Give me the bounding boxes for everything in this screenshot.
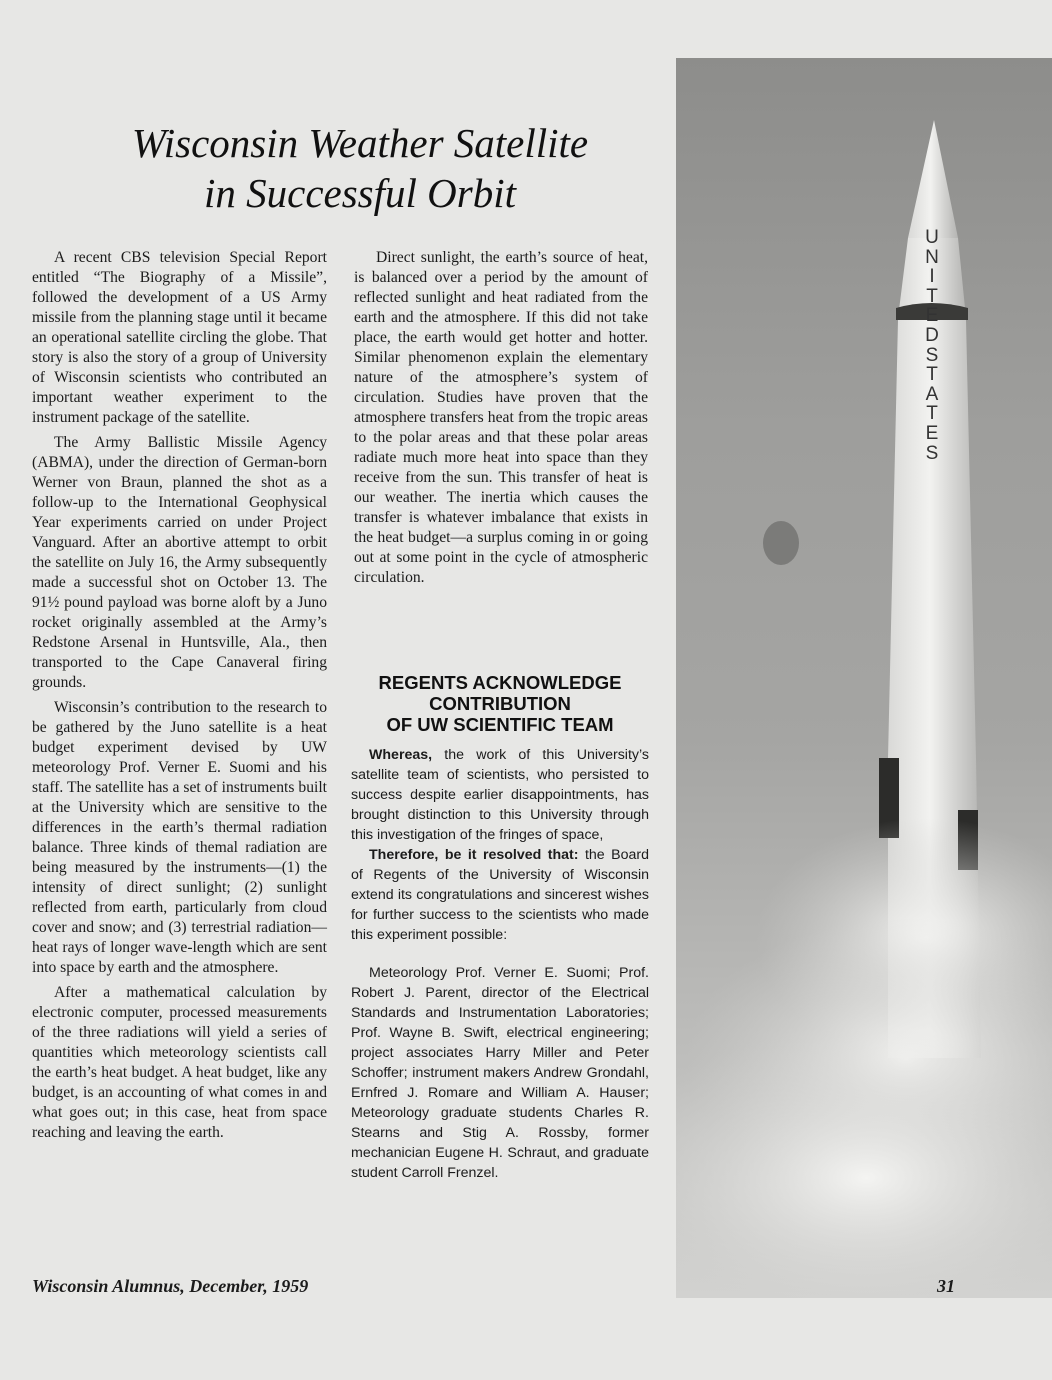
rocket-letter: D <box>925 324 939 346</box>
therefore-text: the Board of Regents of the University of Wisconsin extend its congratulations and sincerest wishes for further success to the scientists who made this experiment possible: <box>351 847 649 943</box>
title-line-1: Wisconsin Weather Satellite <box>131 120 589 166</box>
paragraph: Wisconsin’s contribution to the research to be gathered by the Juno satellite is a heat budget experiment devised by UW meteorology Prof. Verner E. Suomi and his staff. The satellite has a set of instruments built at the University which are sensitive to the differences in the earth’s thermal radiation balance. Three kinds of themal radiation are being measured by the instruments—(1) the intensity of direct sunlight; (2) sunlight reflected from earth, particularly from cloud cover and snow; and (3) terrestrial radiation—heat rays of longer wave-length which are sent into space by earth and the atmosphere. <box>32 699 327 976</box>
rocket-launch-photo <box>676 58 1052 1298</box>
smoke-cloud <box>676 1028 1052 1298</box>
paragraph: Direct sunlight, the earth’s source of heat, is balanced over a period by the amount of reflected sunlight and heat radiated from the earth and the atmosphere. If this did not take place, the earth would get hotter and hotter. Similar phenomenon explain the elementary nature of the atmosphere’s system of circulation. Studies have proven that the atmosphere transfers heat from the tropic areas to the polar areas and that these polar areas radiate much more heat into space than they receive from the sun. This transfer of heat is our weather. The inertia which causes the transfer is whatever imbalance that exists in the heat budget—a surplus coming in or going out at some point in the cycle of atmospheric circulation. <box>354 249 648 586</box>
therefore-lead: Therefore, be it resolved that: <box>369 847 579 863</box>
therefore-paragraph <box>351 845 649 945</box>
smoke-spot <box>763 521 799 565</box>
middle-column <box>354 248 648 588</box>
rocket-letter: U <box>925 227 939 248</box>
heading-line-2: CONTRIBUTION <box>429 693 571 714</box>
whereas-paragraph <box>351 745 649 845</box>
regents-resolution <box>351 672 649 1183</box>
rocket-letter: I <box>929 266 935 288</box>
paragraph: A recent CBS television Special Report entitled “The Biography of a Missile”, followed the development of a US Army missile from the planning stage until it became an operational satellite circling the globe. That story is also the story of a group of University of Wisconsin scientists who contributed an important weather experiment to the instrument package of the satellite. <box>32 249 327 426</box>
resolution-heading <box>351 672 649 735</box>
rocket-letter: S <box>925 344 939 366</box>
rocket-letter: A <box>925 383 939 405</box>
rocket-letter: T <box>926 285 938 307</box>
rocket-lettering <box>920 228 944 463</box>
rocket-letter: T <box>926 403 938 425</box>
page-number: 31 <box>937 1276 955 1296</box>
paragraph: After a mathematical calculation by electronic computer, processed measurements of the three radiations will yield a series of quantities which meteorology scientists call the earth’s heat budget. A heat budget, like any budget, is an accounting of what comes in and what goes out; in this case, heat from space reaching and leaving the earth. <box>32 984 327 1141</box>
whereas-text: the work of this University’s satellite team of scientists, who persisted to success despite earlier disappointments, has brought distinction to this University through this investigation of the fringes of space, <box>351 747 649 843</box>
heading-line-3: OF UW SCIENTIFIC TEAM <box>386 714 614 735</box>
names-paragraph: Meteorology Prof. Verner E. Suomi; Prof. Robert J. Parent, director of the Electrical Standards and Instrumentation Laboratories; Prof. Wayne B. Swift, electrical engineering; project associates Harry Miller and Peter Schoffer; instrument makers Andrew Grondahl, Ernfred J. Romare and William A. Hauser; Meteorology graduate students Charles R. Stearns and Stig A. Rossby, former mechanician Eugene H. Schraut, and graduate student Carroll Frenzel. <box>351 965 649 1181</box>
rocket-letter: N <box>925 246 939 268</box>
whereas-lead: Whereas, <box>369 747 433 763</box>
paragraph: The Army Ballistic Missile Agency (ABMA), under the direction of German-born Werner von Braun, planned the shot as a follow-up to the International Geophysical Year experiments carried on under Project Vanguard. After an abortive attempt to orbit the satellite on July 16, the Army subsequently made a successful shot on October 13. The 91½ pound payload was borne aloft by a Juno rocket originally assembled at the Army’s Redstone Arsenal in Huntsville, Ala., then transported to the Cape Canaveral firing grounds. <box>32 434 327 691</box>
nose-cone <box>908 120 958 238</box>
rocket-letter: S <box>925 442 939 464</box>
rocket-letter: E <box>925 422 939 444</box>
left-column <box>32 248 327 1148</box>
rocket-letter: T <box>926 364 938 386</box>
rocket-letter: E <box>925 305 939 327</box>
heading-line-1: REGENTS ACKNOWLEDGE <box>378 672 622 693</box>
title-line-2: in Successful Orbit <box>203 170 517 216</box>
resolution-body <box>351 745 649 1183</box>
publication-footer: Wisconsin Alumnus, December, 1959 <box>32 1276 309 1296</box>
rocket-illustration <box>676 58 1052 1298</box>
article-title <box>80 118 640 218</box>
